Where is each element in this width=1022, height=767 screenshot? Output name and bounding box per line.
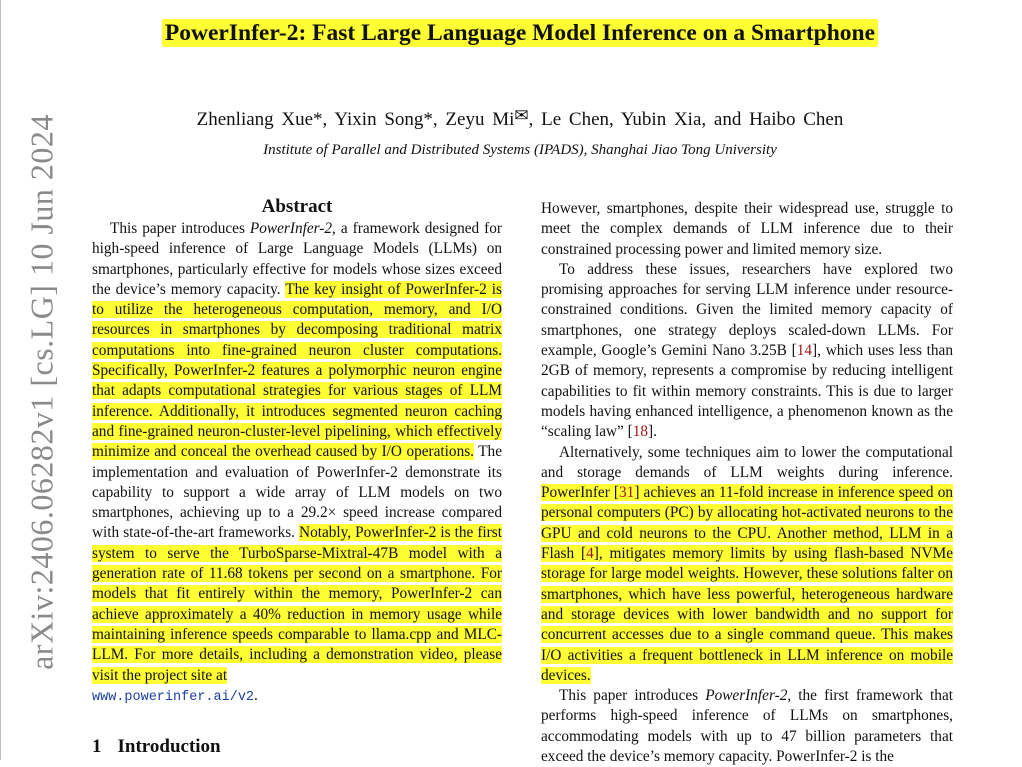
affiliation: Institute of Parallel and Distributed Systems (IPADS), Shanghai Jiao Tong University	[263, 142, 777, 158]
envelope-icon: ✉	[514, 106, 529, 125]
p4-text-b: , the first framework that performs high-speed inference of LLMs on smartphones, accommodating models with up to 47 billion parameters that exceed the device’s memory capacity. PowerInfer-2 is the	[541, 687, 953, 766]
p3-highlight	[541, 484, 953, 684]
p3-highlight-text-1: PowerInfer [	[541, 484, 620, 502]
title-text: PowerInfer-2: Fast Large Language Model Inference on a Smartphone	[162, 19, 878, 47]
p2-text-c: ].	[648, 423, 657, 441]
p3-text-a: Alternatively, some techniques aim to lower the computational and storage demands of LLM weights during inference.	[541, 443, 953, 481]
p2-text-b: ], which uses less than 2GB of memory, represents a compromise by reducing intelligent capabilities to fit within memory constraints. This is due to larger models having enhanced intelligence, a phenomenon known as the “scaling law” [	[541, 342, 953, 441]
project-url-link[interactable]: www.powerinfer.ai/v2	[92, 689, 255, 705]
citation-link[interactable]: 4	[586, 545, 594, 563]
system-name: PowerInfer-2	[249, 220, 333, 237]
authors-part1: Zhenliang Xue*, Yixin Song*, Zeyu Mi	[196, 109, 515, 130]
intro-paragraph-3	[541, 443, 953, 687]
abstract-heading: Abstract	[261, 196, 333, 217]
abstract-text-3: The implementation and evaluation of PowerInfer-2 demonstrate its capability to support a wide array of LLM models on two smartphones, achieving up to a 29.2× speed increase compared with state-of-the-art frameworks.	[92, 443, 502, 542]
citation-link[interactable]: 14	[796, 342, 813, 360]
section-heading-introduction	[92, 736, 221, 758]
abstract-text-2: , a framework designed for high-speed inference of Large Language Models (LLMs) on smartphones, particularly effective for models whose sizes exceed the device’s memory capacity.	[92, 220, 502, 298]
intro-paragraph-2	[541, 260, 953, 443]
section-number: 1	[92, 736, 102, 757]
paper-title	[0, 20, 1022, 47]
author-list	[0, 106, 1022, 131]
authors-part2: , Le Chen, Yubin Xia, and Haibo Chen	[528, 109, 844, 130]
arxiv-identifier: arXiv:2406.06282v1 [cs.LG] 10 Jun 2024	[23, 114, 60, 670]
abstract-end: .	[254, 686, 258, 704]
abstract-text-1: This paper introduces	[110, 220, 250, 237]
abstract-paragraph	[92, 219, 502, 708]
p3-highlight-text-2: ] achieves an 11-fold increase in inference speed on personal computers (PC) by allocating hot-activated neurons to the GPU and cold neurons to the CPU. Another method, LLM in a Flash [	[541, 484, 953, 563]
abstract-body	[92, 219, 502, 708]
p2-text-a: To address these issues, researchers have explored two promising approaches for serving LLM inference under resource-constrained conditions. Given the limited memory capacity of smartphones, one strategy deploys scaled-down LLMs. For example, Google’s Gemini Nano 3.25B [	[541, 260, 953, 360]
citation-link[interactable]: 18	[632, 423, 649, 441]
system-name: PowerInfer-2	[705, 687, 788, 705]
p3-highlight-text-3: ], mitigates memory limits by using flash-based NVMe storage for large model weights. However, these solutions falter on smartphones, which have less powerful, heterogeneous hardware and storage devices with lower bandwidth and no support for concurrent accesses due to a single command queue. This makes I/O activities a frequent bottleneck in LLM inference on mobile devices.	[541, 545, 953, 684]
citation-link[interactable]: 31	[619, 484, 635, 502]
intro-paragraph-1: However, smartphones, despite their widespread use, struggle to meet the complex demands of LLM inference due to their constrained processing power and limited memory size.	[541, 200, 953, 258]
right-column-body	[541, 199, 953, 767]
p4-text-a: This paper introduces	[559, 687, 706, 705]
section-title: Introduction	[117, 736, 221, 757]
abstract-highlight-2: Notably, PowerInfer-2 is the first system to serve the TurboSparse-Mixtral-47B model with a generation rate of 11.68 tokens per second on a smartphone. For models that fit entirely within the memory, PowerInfer-2 can achieve approximately a 40% reduction in memory usage while maintaining inference speeds comparable to llama.cpp and MLC-LLM. For more details, including a demonstration video, please visit the project site at	[92, 524, 502, 684]
intro-paragraph-4	[541, 686, 953, 767]
abstract-highlight-1: The key insight of PowerInfer-2 is to utilize the heterogeneous computation, memory, and I/O resources in smartphones by decomposing traditional matrix computations into fine-grained neuron cluster computations. Specifically, PowerInfer-2 features a polymorphic neuron engine that adapts computational strategies for various stages of LLM inference. Additionally, it introduces segmented neuron caching and fine-grained neuron-cluster-level pipelining, which effectively minimize and conceal the overhead caused by I/O operations.	[92, 280, 502, 461]
